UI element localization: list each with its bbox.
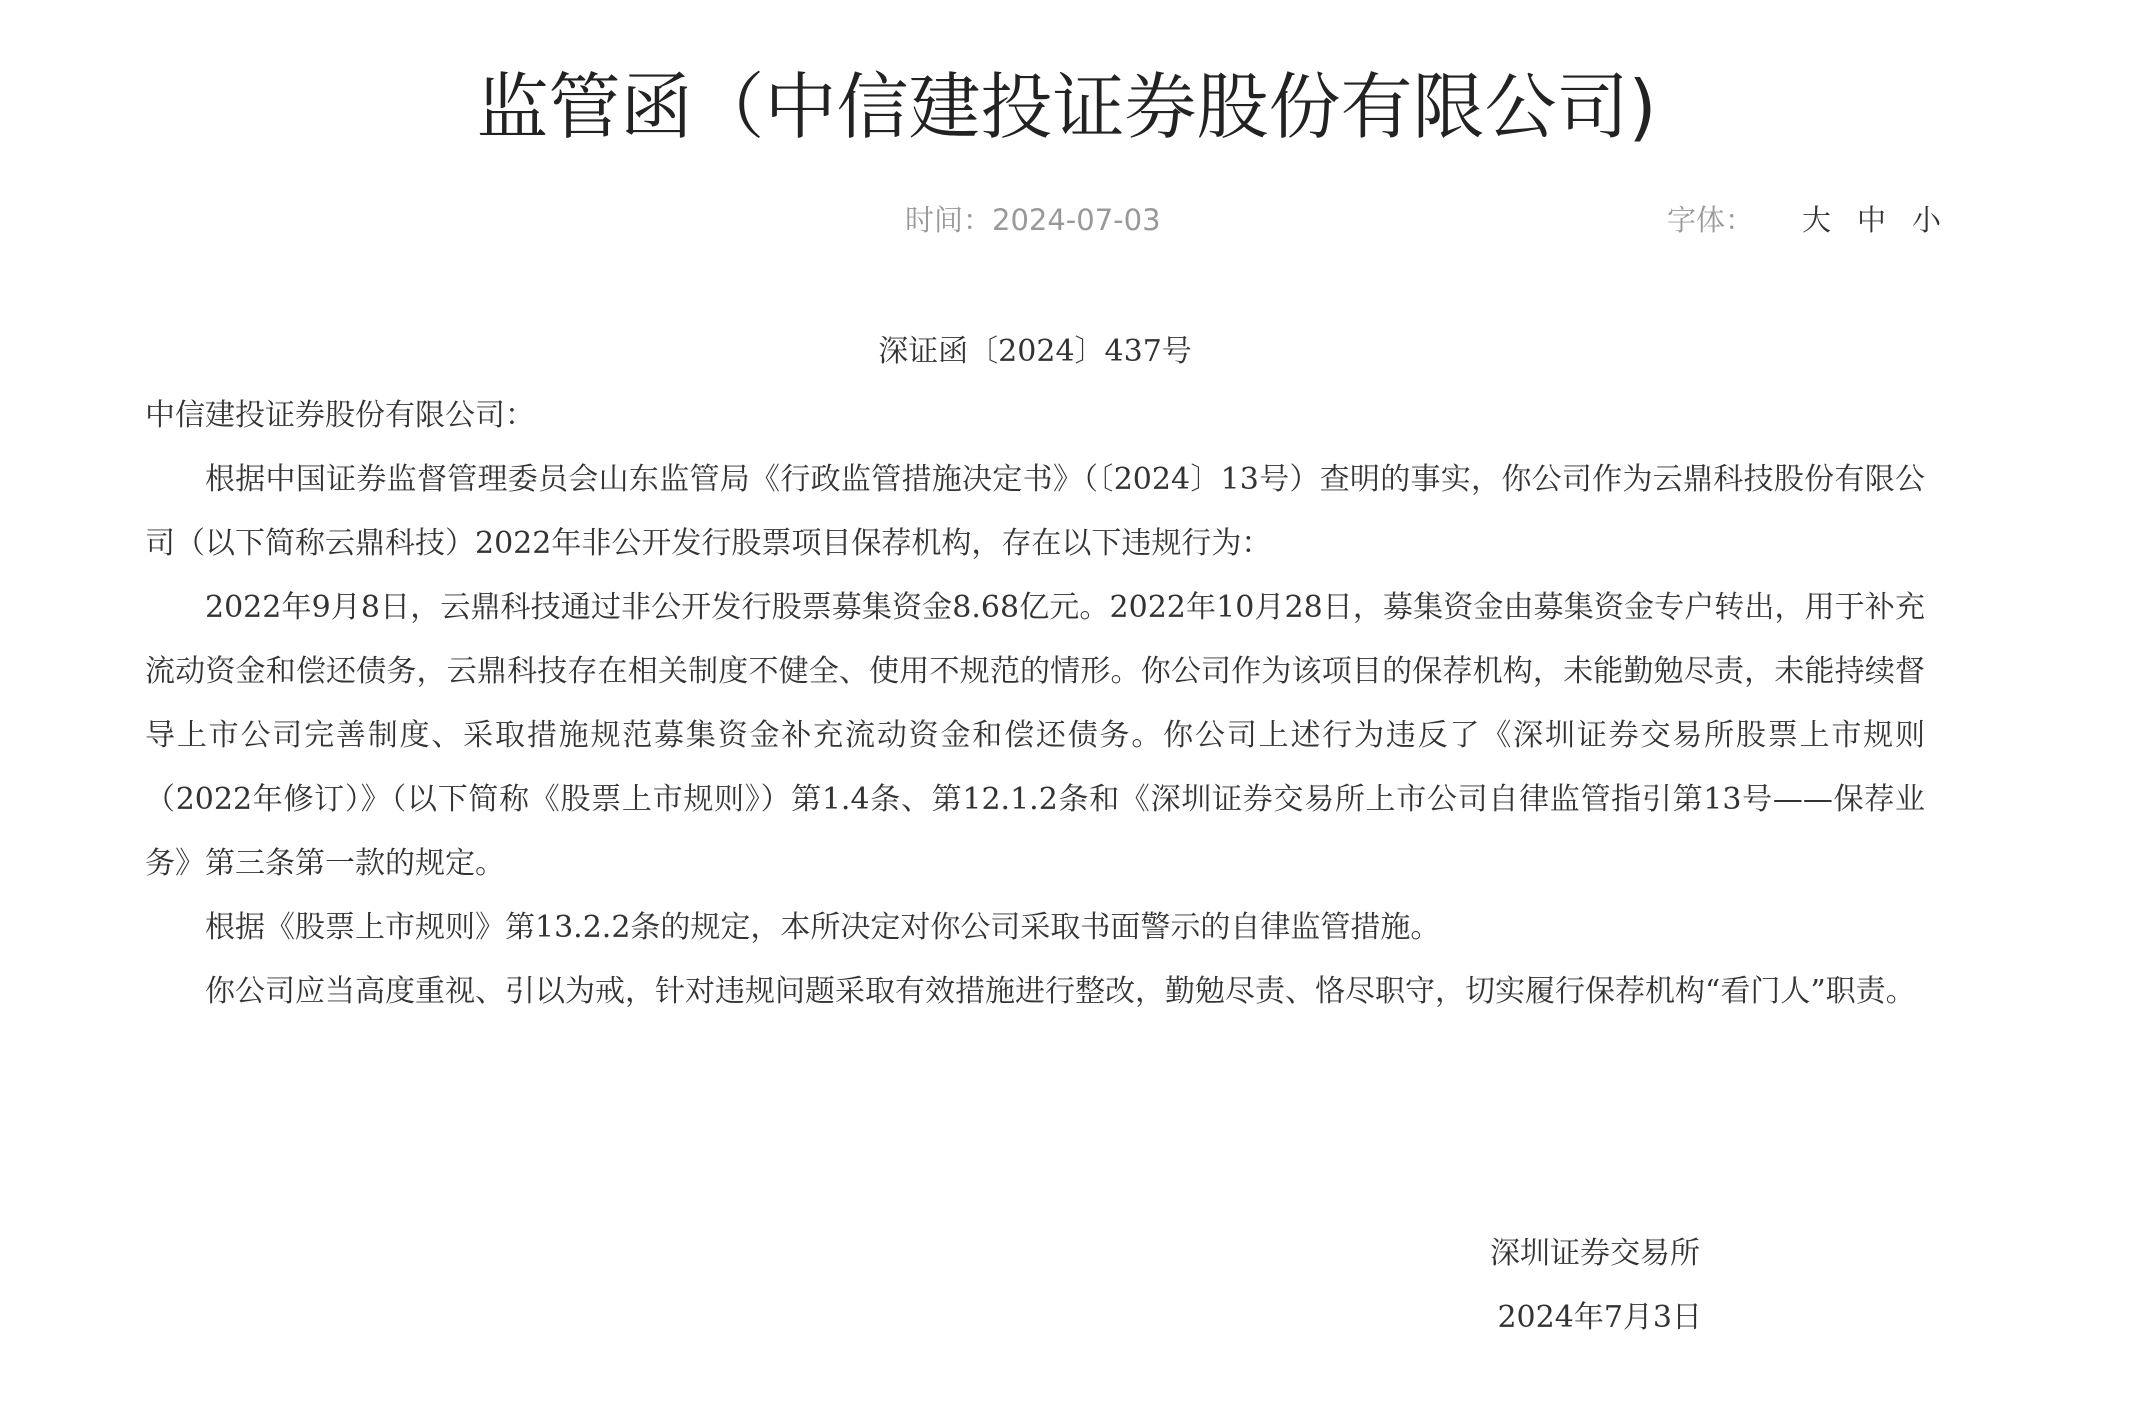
signature-organization: 深圳证券交易所 — [1490, 1236, 1700, 1271]
signature-date: 2024年7月3日 — [1497, 1300, 1702, 1335]
paragraph-1: 根据中国证券监督管理委员会山东监管局《行政监管措施决定书》（〔2024〕13号）查明的事实，你公司作为云鼎科技股份有限公司（以下简称云鼎科技）2022年非公开发行股票项目保荐机构，存在以下违规行为： — [145, 462, 1925, 561]
addressee: 中信建投证券股份有限公司： — [145, 398, 535, 433]
page-title: 监管函（中信建投证券股份有限公司) — [476, 65, 1657, 149]
paragraph-4: 你公司应当高度重视、引以为戒，针对违规问题采取有效措施进行整改，勤勉尽责、恪尽职守，切实履行保荐机构“看门人”职责。 — [205, 974, 1916, 1009]
publish-time: 时间：2024-07-03 — [905, 203, 1161, 237]
font-size-medium-button[interactable]: 中 — [1857, 203, 1887, 237]
document-number: 深证函〔2024〕437号 — [878, 334, 1192, 369]
font-size-switcher — [1667, 200, 1941, 240]
font-size-label: 字体： — [1667, 203, 1755, 237]
font-size-small-button[interactable]: 小 — [1912, 203, 1942, 237]
paragraph-3: 根据《股票上市规则》第13.2.2条的规定，本所决定对你公司采取书面警示的自律监管措施。 — [205, 910, 1441, 945]
paragraph-2: 2022年9月8日，云鼎科技通过非公开发行股票募集资金8.68亿元。2022年10月28日，募集资金由募集资金专户转出，用于补充流动资金和偿还债务，云鼎科技存在相关制度不健全、使用不规范的情形。你公司作为该项目的保荐机构，未能勤勉尽责，未能持续督导上市公司完善制度、采取措施规范募集资金补充流动资金和偿还债务。你公司上述行为违反了《深圳证券交易所股票上市规则（2022年修订）》（以下简称《股票上市规则》）第1.4条、第12.1.2条和《深圳证券交易所上市公司自律监管指引第13号——保荐业务》第三条第一款的规定。 — [145, 590, 1925, 881]
font-size-large-button[interactable]: 大 — [1802, 203, 1832, 237]
document-body — [145, 320, 1925, 1024]
